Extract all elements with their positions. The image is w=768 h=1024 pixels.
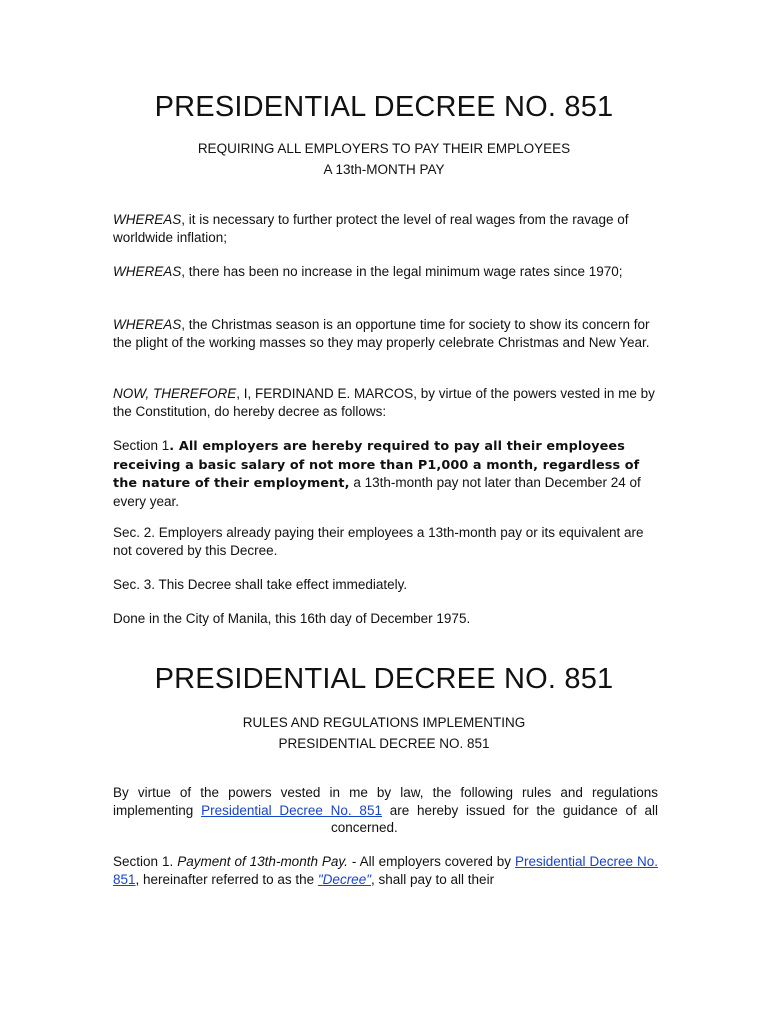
section-3-paragraph: Sec. 3. This Decree shall take effect immediately.	[113, 577, 408, 592]
decree-link[interactable]: Presidential Decree No. 851	[113, 854, 658, 887]
whereas-text: , it is necessary to further protect the level of real wages from the ravage of worldwide inflation;	[113, 212, 629, 245]
now-therefore-paragraph	[113, 385, 658, 420]
subtitle-line: REQUIRING ALL EMPLOYERS TO PAY THEIR EMPLOYEES	[197, 141, 571, 156]
rules-section-1-text: , hereinafter referred to as the	[135, 871, 318, 887]
rules-section-1-heading: Payment of 13th-month Pay.	[177, 854, 348, 869]
subtitle-line: A 13th-MONTH PAY	[323, 162, 445, 177]
page-title: PRESIDENTIAL DECREE NO. 851	[154, 91, 614, 123]
rules-section-1-paragraph	[113, 853, 658, 888]
rules-section-1-text: , shall pay to all their	[371, 871, 495, 887]
whereas-lead: WHEREAS	[113, 317, 182, 332]
section-title: PRESIDENTIAL DECREE NO. 851	[154, 663, 614, 695]
rules-section-1-text: - All employers covered by	[347, 854, 516, 869]
decree-definition-link[interactable]: "Decree"	[317, 871, 371, 887]
section-1-text: a 13th-month pay not later than December 24 of every year.	[113, 475, 641, 509]
section-1-paragraph	[113, 437, 658, 510]
intro-text: are hereby issued for the guidance of all	[381, 802, 659, 818]
subtitle-line: PRESIDENTIAL DECREE NO. 851	[278, 736, 490, 751]
rules-intro-paragraph	[113, 784, 658, 837]
section-1-bold-text: . All employers are hereby required to pay all their employees receiving a basic salary of not more than P1,000 a month, regardless of the nature of their employment,	[113, 439, 640, 491]
now-therefore-text: , I, FERDINAND E. MARCOS, by virtue of the powers vested in me by the Constitution, do hereby decree as follows:	[113, 386, 655, 419]
decree-subtitle	[0, 138, 768, 180]
whereas-paragraph	[113, 211, 658, 246]
decree-link[interactable]: Presidential Decree No. 851	[201, 802, 382, 818]
whereas-text: , there has been no increase in the legal minimum wage rates since 1970;	[181, 264, 623, 279]
now-therefore-lead: NOW, THEREFORE	[113, 386, 237, 401]
subtitle-line: RULES AND REGULATIONS IMPLEMENTING	[242, 715, 526, 730]
whereas-lead: WHEREAS	[113, 264, 182, 279]
section-1-lead: Section 1	[113, 438, 170, 453]
rules-subtitle	[0, 712, 768, 754]
whereas-text: , the Christmas season is an opportune time for society to show its concern for the plight of the working masses so they may properly celebrate Christmas and New Year.	[113, 317, 650, 350]
done-paragraph: Done in the City of Manila, this 16th day of December 1975.	[113, 611, 471, 626]
rules-section-1-lead: Section 1.	[113, 854, 178, 869]
section-2-paragraph: Sec. 2. Employers already paying their employees a 13th-month pay or its equivalent are not covered by this Decree.	[113, 525, 644, 558]
whereas-paragraph	[113, 316, 658, 351]
whereas-lead: WHEREAS	[113, 212, 182, 227]
intro-text: concerned.	[331, 820, 398, 835]
intro-text: By virtue of the powers vested in me by law, the following rules and regulations implementing	[113, 785, 658, 818]
whereas-paragraph	[113, 263, 658, 281]
